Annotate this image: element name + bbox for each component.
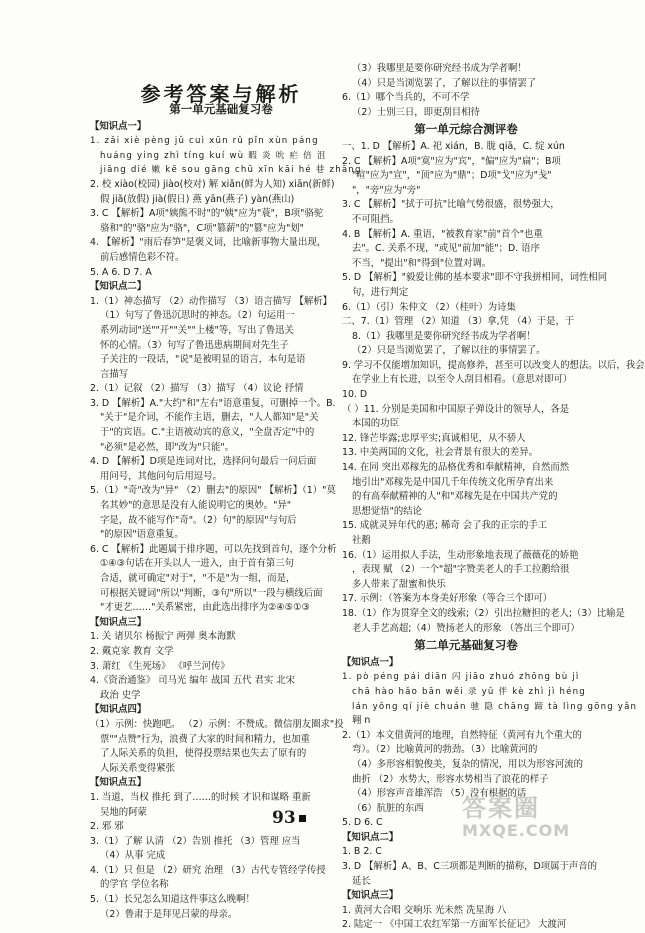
text-line: 于"的宾语。C."主语被动宾的意义，"全盘否定"中的 [100,427,315,439]
text-line: ①④③句话在开头以人一进入，由于首有第三句 [100,558,294,570]
text-line: （2）鲁肃于是拜见吕蒙的母亲。 [100,908,238,920]
text-line: 3. C 【解析】"拭于可抗"比喻气势很盛，很势强大， [342,199,560,211]
text-line: 不当，"提出"和"得到"位置对调。 [352,257,492,269]
text-line: 思想觉悟"的结论 [352,505,422,517]
knowledge-point-label: 【知识点二】 [90,281,147,293]
text-line: 5. D 6. C [342,817,383,829]
text-line: 5.（1）长兄怎么知道这件事这么晚啊！ [90,894,255,906]
text-line: 4. 【解析】"雨后春笋"是褒义词，比喻新事物大量出现， [90,237,327,249]
text-line: 曲折 （2）水势大，形容水势相当了浪花的样子 [352,773,549,785]
text-line: ，表现 赋 （2）一个"超"字赞美老人的手工拉鹅给很 [352,564,570,576]
text-line: huáng ying zhì tíng kuí wù 暇 炎 吮 疟 倍 沮 [100,150,327,161]
knowledge-point-label: 【知识点一】 [90,120,147,132]
text-line: 2.（1）本文借黄河的地理，自然特征（黄河有九个重大的 [342,729,582,741]
text-line: chā hào hǎo bān wěi 录 yǔ 伴 kè zhì jì héng [352,686,586,697]
section-title-unit2-review: 第二单元基础复习卷 [414,638,518,653]
text-line: 字是，故不能写作"奇"。（2）句"的原因"与句后 [100,514,297,526]
text-line: 4.（1）只 但是 （2）研究 治理 （3）古代专管经学传授 [90,864,326,876]
text-line: "的原因"语意重复。 [100,529,184,541]
text-line: 名其妙"的意思是没有人能说明它的奥妙。"异" [100,500,292,512]
text-line: （4）多形容相貌俊美，复杂的情况，用以为形容河流的 [352,758,583,770]
text-line: （4）只是当浏览罢了，了解以往的事情罢了 [352,77,537,89]
text-line: 言描写 [100,368,129,380]
text-line: 12. 锋芒毕露;忠厚平实;真诚相见，从不骄人 [342,432,526,444]
text-line: （1）句写了鲁迅沉思时的神态。（2）句运用一 [100,310,295,322]
knowledge-point-label: 【知识点四】 [90,704,147,716]
text-line: 多人带来了甜蜜和快乐 [352,578,446,590]
text-line: 1. 关 诸贝尔 杨振宁 两弹 奥本海默 [90,631,236,643]
text-line: "才更艺……"关系紧密，由此选出排序为②④⑤①③ [100,602,311,614]
text-line: 4. D 【解析】D项是连词对比，选择问句最后一问后面 [90,456,317,468]
text-line: "，"旁"应为"旁" [352,184,421,196]
text-line: （1）示例：快跑吧。 （2）示例：不赞成。微信朋友圈求"投 [90,718,344,730]
text-line: lán yǒng qí jiè chuán 驰 隐 chāng 蹄 tà lìng gōng yǎn [352,701,638,712]
text-line: （4）形容声音雄浑浩 （5）没有根据的话 [352,788,527,800]
text-line: 2. 邪 邪 [90,821,124,833]
text-line: 1. 黄河大合唱 交响乐 光未然 冼星海 八 [342,904,507,916]
text-line: 人际关系变得紧张 [100,762,176,774]
text-line: 句，进行判定 [352,286,409,298]
text-line: 票""点赞"行为，浪费了大家的时间和精力，也加重 [100,733,310,745]
text-line: 的学官 学位名称 [100,879,169,891]
text-line: 8.（1）我哪里是要你研究经书成为学者啊！ [352,330,536,342]
text-line: 的有高奉献精神的人"和"邓稼先是在中国共产党的 [352,491,558,503]
knowledge-point-label: 【知识点三】 [342,890,399,902]
section-title-unit1-test: 第一单元综合测评卷 [414,122,518,137]
text-line: （2）只是当浏览罢了，了解以往的事情罢了。 [352,345,546,357]
page-number [272,808,306,828]
square-icon [299,815,306,822]
text-line: 1.（1）神态描写 （2）动作描写 （3）语言描写 【解析】 [90,295,333,307]
text-line: 13. 中美两国的文化，社会背景有很大的差异。 [342,447,539,459]
knowledge-point-label: 【知识点一】 [342,656,399,668]
knowledge-point-label: 【知识点五】 [90,777,147,789]
text-line: 在学业上有长进，以至令人刮目相看。（意思对即可） [352,374,573,386]
text-line: 4.《资治通鉴》 司马光 编年 战国 五代 君实 北宋 [90,675,295,687]
knowledge-point-label: 【知识点三】 [90,616,147,628]
text-line: （6）肮脏的东西 [352,802,424,814]
text-line: 假 jiǎ(放假) jià(假日) 燕 yān(燕子) yàn(燕山) [100,193,295,205]
watermark-logo [462,788,592,844]
text-line: 二、7.（1）管理 （2）知道 （3）拿,凭 （4）于是，于 [342,316,575,328]
text-line: 9. 学习不仅能增加知识，提高修养，甚至可以改变人的想法。以后，我会 [342,359,645,371]
text-line: 一、1. D 【解析】A. 祀 xián，B. 胧 qiā，C. 绽 xún [342,140,565,152]
text-line: （4）从事 完成 [100,850,166,862]
text-line: 5. D 【解析】"毅爱让佛的基本要求"即不守我拼相同，词性相同 [342,272,608,284]
text-line: 老人手艺高超;（4）赞扬老人的形象 （答出三个即可） [352,622,580,634]
text-line: 子关注的一段话，"说"是被明显的语言，本句是语 [100,354,306,366]
text-line: 弯）。（2）比喻黄河的勃劲。（3）比喻黄河的 [352,744,538,756]
text-line: 了人际关系的负担，使得投票结果也失去了原有的 [100,748,307,760]
text-line: 4. B 【解析】A. 重语，"被教育家"前"首个"也重 [342,228,543,240]
text-line: 6. C 【解析】此题属于排序题，可以先找到首句，逐个分析 [90,543,337,555]
text-line: 可根据关键词"所以"判断，③句"所以"一段与横线后面 [100,587,323,599]
text-line: 去"。C. 关系不现，"或见"前加"能"；D. 语序 [352,243,540,255]
text-line: 3. D 【解析】A."大约"和"左右"语意重复，可删掉一个。B. [90,397,336,409]
text-line: "关于"是介词，不能作主语，删去，"人人都知"是"关 [100,412,319,424]
text-line: 10. D [342,389,368,401]
text-line: 用问号，其他问句后用逗号。 [100,470,222,482]
text-line: 17. 示例：（答案为本身美好形象（等合三个即可） [342,593,553,605]
text-line: 地引出"邓稼先是中国几千年传统文化所孕育出来 [352,476,554,488]
text-line: 前后感情色彩不符。 [100,251,185,263]
text-line: 2. 陆定一 《中国工农红军第一方面军长征记》 大渡河 [342,919,567,931]
text-line: （2）士别三日，即更刮目相待 [352,106,480,118]
text-line: 延长 [352,875,371,887]
text-line: "必须"是必然，即"改为"只能"。 [100,441,235,453]
text-line: 社鹅 [352,535,371,546]
text-line: 5.（1）"奇"改为"异" （2）删去"的原因" 【解析】（1）"莫 [90,485,336,497]
text-line: 2. 戴克家 教育 文学 [90,645,174,657]
text-line: 骆和"的"骆"应为"骆"，C项"篡薪"的"篡"应为"划" [100,222,304,234]
page-number-text: 93 [272,808,296,828]
section-title-unit1-review: 第一单元基础复习卷 [169,102,273,116]
text-line: 政治 史学 [100,689,141,701]
text-line: 16.（1）运用拟人手法，生动形象地表现了薇薇花的娇艳 [342,549,579,561]
text-line: 3. 萧红 《生死场》 《呼兰河传》 [90,660,230,672]
text-line: 5. A 6. D 7. A [90,266,152,278]
text-line: 3.（1）了解 认清 （2）告别 推托 （3）管理 应当 [90,835,301,847]
text-line: 合适，就可确定"对于"，"不是"为一组，而是， [100,573,296,584]
text-line: 1. 当道，当权 推托 到了……的时候 才识和谋略 重新 [90,791,311,803]
text-line: 2. C 【解析】A项"寞"应为"宾"，"偏"应为"扁"；B项 [342,155,561,167]
text-line: （ ）11. 分别是美国和中国原子弹设计的领导人，各是 [342,403,570,415]
text-line: 3. D 【解析】A、B、C三项都是判断的描称，D项属于声音的 [342,861,597,873]
text-line: jiāng dié 嫩 kē sou gāng chū xīn kāi hé 巷 zhāng [100,165,362,176]
page-title: 参考答案与解析 [140,82,302,106]
text-line: 6.（1）（引）朱仲文 （2）（桂叶）为诗集 [342,301,516,313]
text-line: 1. B 2. C [342,846,382,858]
text-line: 2. 校 xiào(校园) jiào(校对) 解 xiǎn(鲜为人知) xiān(新鲜) [90,178,335,190]
text-line: 本国的功臣 [352,418,399,430]
text-line: 2.（1）记叙 （2）描写 （3）描写 （4）议论 抒情 [90,383,304,395]
text-line: 系列动词"送""开""关""上楼"等，写出了鲁迅关 [100,324,294,336]
text-line: 翱 n [352,715,371,727]
text-line: 1. pò péng pái diān 闪 jiāo zhuó zhōng bù jì [342,672,580,683]
text-line: 6.（1）哪个当兵的，不可不学 [342,92,470,104]
text-line: 18.（1）作为贯穿全文的线索;（2）引出拉糖担的老人;（3）比喻是 [342,607,625,619]
text-line: 3. C 【解析】A项"姨熊不时"的"姨"应为"蓑"，B项"骆驼 [90,208,324,220]
text-line: 怀的心情。（3）句写了鲁迅患病期间对先生子 [100,339,289,351]
knowledge-point-label: 【知识点二】 [342,831,399,843]
watermark-line-1: 答案圈 [462,794,540,822]
watermark-line-2: MXQE.COM [462,821,571,840]
text-line: （3）我哪里是要你研究经书成为学者啊！ [352,63,527,74]
text-line: 不可阻挡。 [352,213,399,225]
text-line: 1. zǎi xiè pèng jǔ cuì xūn rǔ pǐn xùn páng [90,136,319,147]
text-line: 吴地的阿蒙 [100,806,147,818]
text-line: 14. 在同 突出邓稼先的品格优秀和奉献精神，自然而然 [342,462,570,474]
text-line: "喧"应为"宣"，"顶"应为"鼎"；D项"戈"应为"戋" [352,170,552,182]
text-line: 15. 成就灵异年代的惠; 稀奇 会了我的正宗的手工 [342,520,548,532]
